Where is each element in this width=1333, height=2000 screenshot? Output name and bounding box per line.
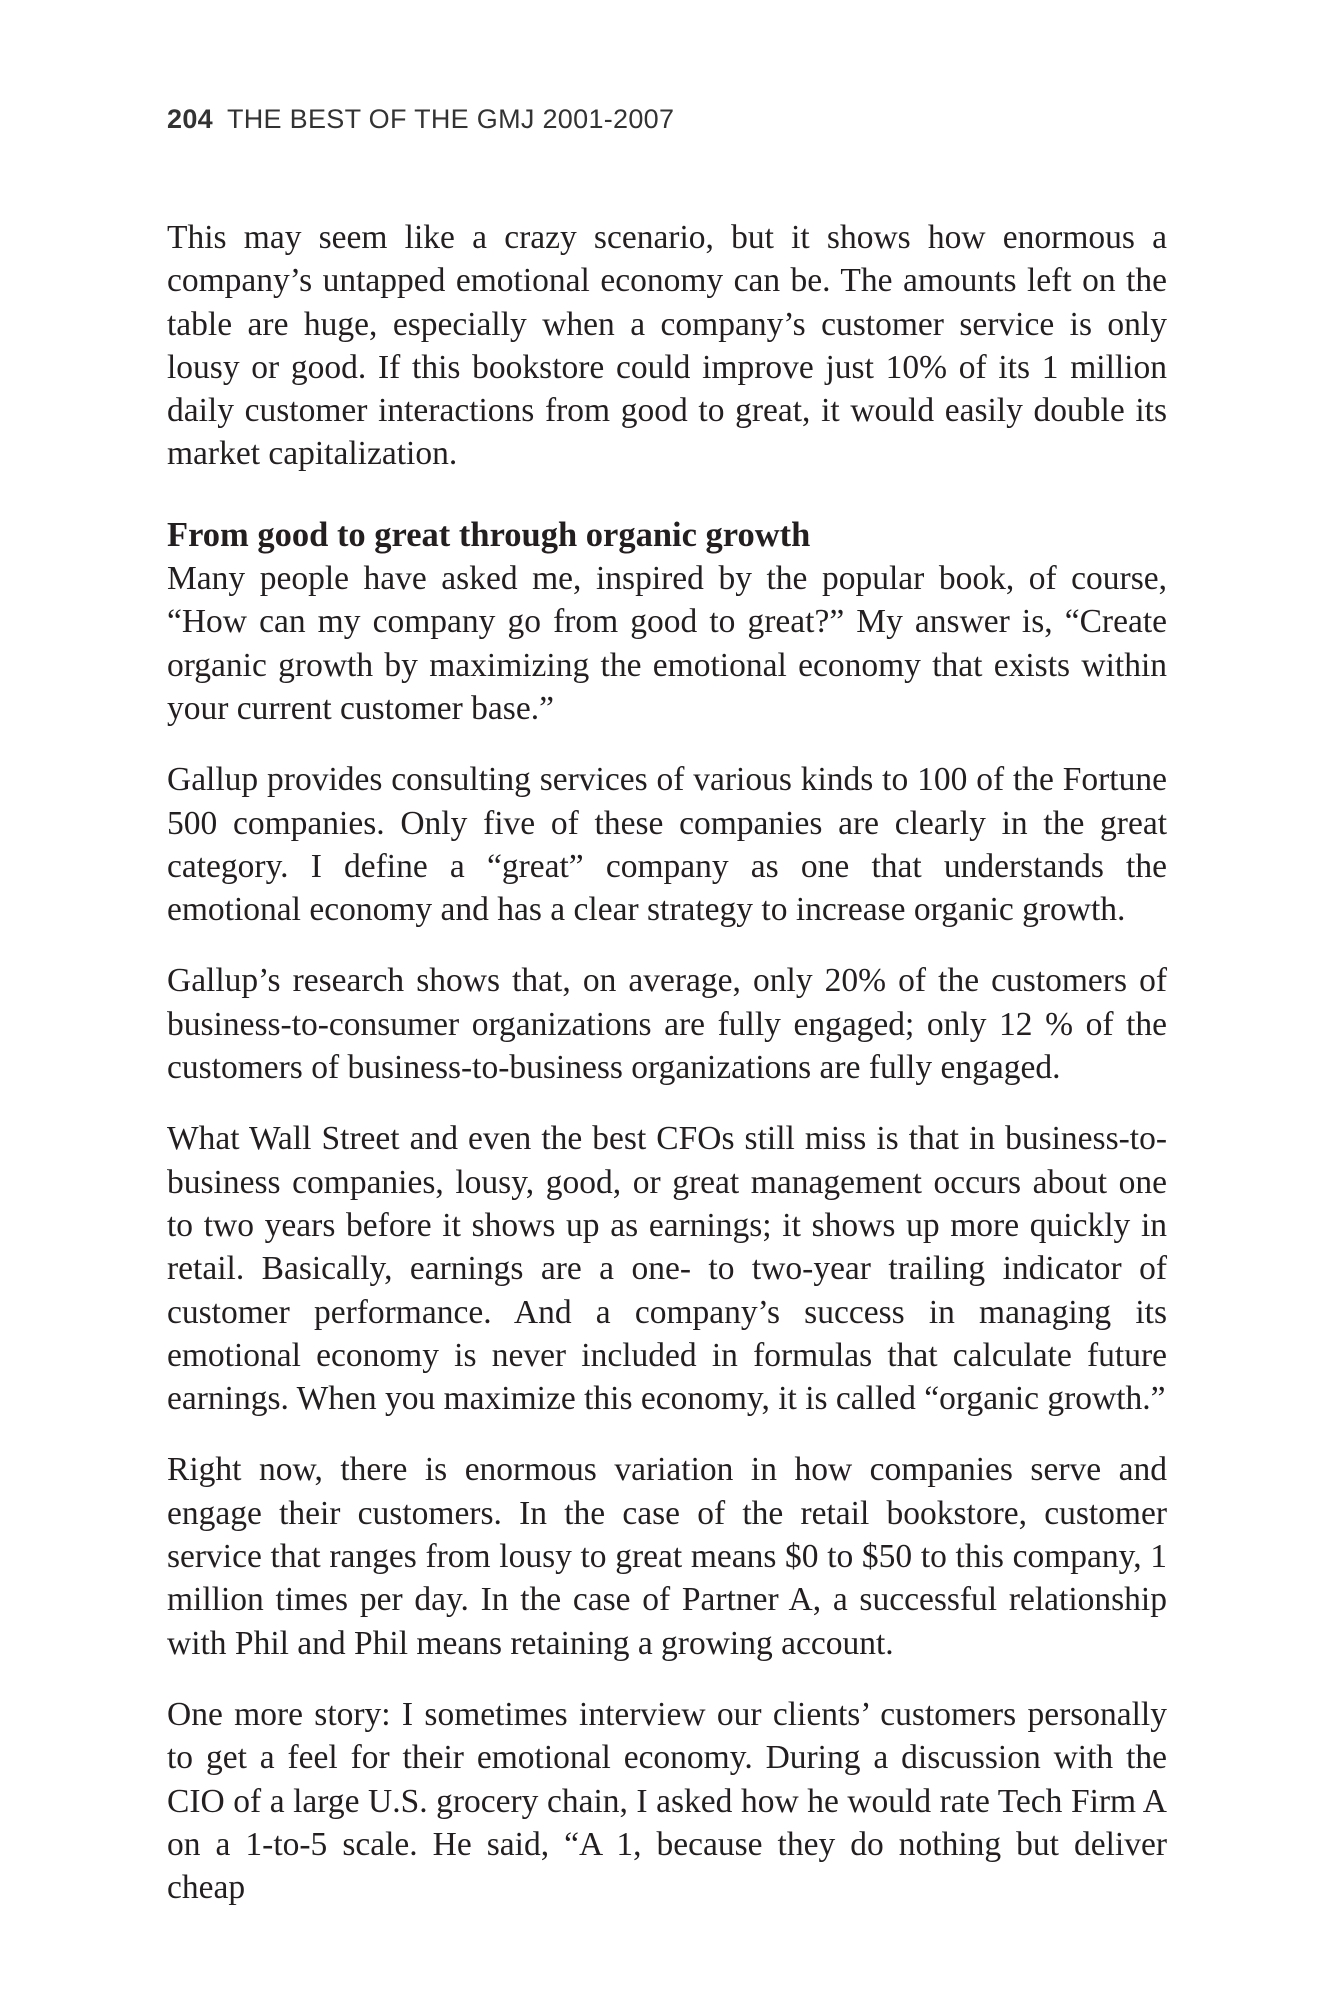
page-number: 204 bbox=[167, 104, 213, 134]
running-header bbox=[167, 104, 674, 135]
running-title: THE BEST OF THE GMJ 2001-2007 bbox=[226, 104, 675, 134]
section-heading: From good to great through organic growth bbox=[167, 515, 811, 554]
paragraph-1: This may seem like a crazy scenario, but it shows how enormous a company’s untapped emotional economy can be. The amounts left on the table are huge, especially when a company’s customer service is only lousy or good. If this bookstore could improve just 10% of its 1 million daily customer interactions from good to great, it would easily double its market capitalization. bbox=[167, 219, 1167, 473]
body-text bbox=[167, 216, 1167, 1909]
paragraph-3: Gallup provides consulting services of various kinds to 100 of the Fortune 500 companies. Only five of these companies are clearly in the great category. I define a “great” company as one that understands the emotional economy and has a clear strategy to increase organic growth. bbox=[167, 761, 1167, 929]
paragraph-6: Right now, there is enormous variation in how companies serve and engage their customers. In the case of the retail bookstore, customer service that ranges from lousy to great means $0 to $50 to this company, 1 million times per day. In the case of Partner A, a successful relationship with Phil and Phil means retaining a growing account. bbox=[167, 1451, 1167, 1662]
paragraph-2: Many people have asked me, inspired by the popular book, of course, “How can my company go from good to great?” My answer is, “Create organic growth by maximizing the emotional economy that exists within your current customer base.” bbox=[167, 560, 1167, 727]
paragraph-5: What Wall Street and even the best CFOs still miss is that in business-to-business companies, lousy, good, or great management occurs about one to two years before it shows up as earnings; it shows up more quickly in retail. Basically, earnings are a one- to two-year trailing indicator of customer performance. And a company’s success in managing its emotional economy is never included in formulas that calculate future earnings. When you maximize this economy, it is called “organic growth.” bbox=[167, 1120, 1167, 1418]
paragraph-4: Gallup’s research shows that, on average, only 20% of the customers of business-to-consumer organizations are fully engaged; only 12 % of the customers of business-to-business organizations are fully engaged. bbox=[167, 962, 1167, 1087]
paragraph-7: One more story: I sometimes interview our clients’ customers personally to get a feel for their emotional economy. During a discussion with the CIO of a large U.S. grocery chain, I asked how he would rate Tech Firm A on a 1-to-5 scale. He said, “A 1, because they do nothing but deliver cheap bbox=[167, 1695, 1167, 1907]
